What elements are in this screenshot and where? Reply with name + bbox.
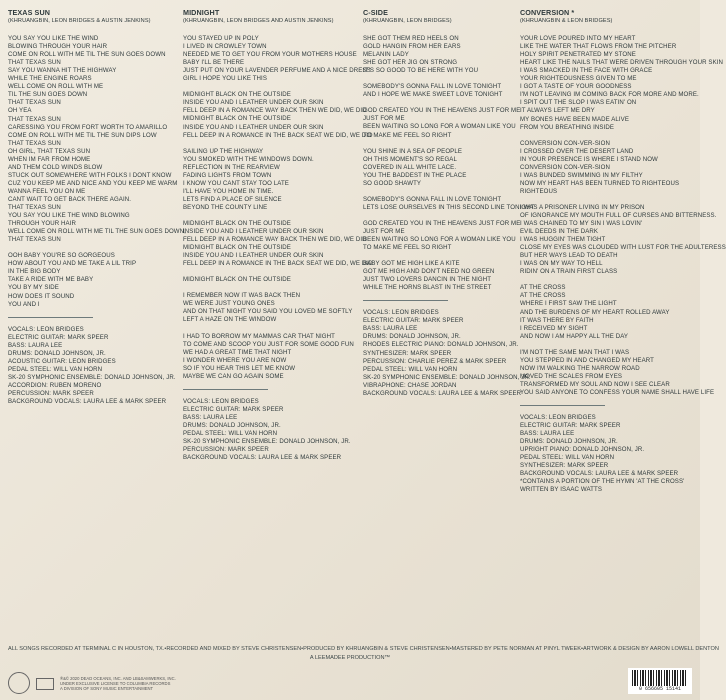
lyric-line: MIDNIGHT BLACK ON THE OUTSIDE (183, 276, 291, 284)
lyric-line: IN THE BIG BODY (8, 268, 61, 276)
separator-dot-icon: • (301, 646, 304, 652)
lyric-line: HOLY SPIRIT PENETRATED MY STONE (520, 51, 636, 59)
personnel-line: PEDAL STEEL: WILL VAN HORN (363, 365, 458, 373)
lyric-line: CUZ YOU KEEP ME AND NICE AND YOU KEEP ME WARM (8, 179, 178, 187)
lyric-line: BLOWING THROUGH YOUR HAIR (8, 43, 108, 51)
personnel-line: VOCALS: LEON BRIDGES (363, 309, 439, 317)
dead-oceans-logo-icon (8, 672, 30, 694)
lyric-line: SO GOOD SHAWTY (363, 179, 422, 187)
songwriter-credit: (KHRUANGBIN, LEON BRIDGES AND AUSTIN JENKINS) (183, 18, 334, 24)
lyric-line: YOU SAY YOU LIKE THE WIND (8, 35, 99, 43)
lyric-line: I WONDER WHERE YOU ARE NOW (183, 356, 287, 364)
personnel-line: BACKGROUND VOCALS: LAURA LEE & MARK SPEER (8, 398, 167, 406)
stanza-gap (520, 341, 696, 349)
lyric-line: SHE GOT THEM RED HEELS ON (363, 35, 459, 43)
lyric-line: MELANIN LADY (363, 51, 409, 59)
lyric-line: SAILING UP THE HIGHWAY (183, 147, 264, 155)
lyric-line: HOW DOES IT SOUND (8, 292, 75, 300)
lyric-line: AND I HOPE WE MAKE SWEET LOVE TONIGHT (363, 91, 503, 99)
personnel-line: PEDAL STEEL: WILL VAN HORN (520, 454, 615, 462)
lyric-line: I WAS ON MY WAY TO HELL (520, 260, 603, 268)
lyric-line: MY BONES HAVE BEEN MADE ALIVE (520, 115, 630, 123)
personnel-line: PERCUSSION: CHARLIE PEREZ & MARK SPEER (363, 357, 507, 365)
personnel-line: UPRIGHT PIANO: DONALD JOHNSON, JR. (520, 446, 645, 454)
stanza-gap (363, 188, 533, 196)
lyric-line: INSIDE YOU AND I LEATHER UNDER OUR SKIN (183, 228, 324, 236)
lyric-line: INSIDE YOU AND I LEATHER UNDER OUR SKIN (183, 252, 324, 260)
stanza-gap (520, 196, 696, 204)
lyric-line: CONVERSION CON-VER-SION (520, 139, 610, 147)
personnel-line: ACCORDION: RUBEN MORENO (8, 381, 102, 389)
lyric-line: OH THIS MOMENT'S SO REGAL (363, 155, 457, 163)
lyric-line: FELL DEEP IN A ROMANCE WAY BACK THEN WE DID, WE DID (183, 107, 367, 115)
personnel-line: VOCALS: LEON BRIDGES (8, 325, 84, 333)
lyric-line: MIDNIGHT BLACK ON THE OUTSIDE (183, 115, 291, 123)
lyric-line: WELL COME ON ROLL WITH ME (8, 83, 104, 91)
personnel-line: DRUMS: DONALD JOHNSON, JR. (363, 333, 461, 341)
lyric-line: GOLD HANGIN FROM HER EARS (363, 43, 461, 51)
footer-credit: RECORDED AND MIXED BY STEVE CHRISTENSEN (166, 646, 302, 652)
stanza-gap (183, 284, 355, 292)
stanza-gap (183, 83, 355, 91)
stanza-gap (183, 268, 355, 276)
lyric-line: WANNA FEEL YOU ON ME (8, 187, 86, 195)
lyric-line: JUST PUT ON YOUR LAVENDER PERFUME AND A NICE DRESS (183, 67, 371, 75)
song-title: CONVERSION * (520, 8, 575, 17)
lyric-line: I'M NOT LEAVING IM COMING BACK FOR MORE AND MORE. (520, 91, 699, 99)
lyrics-column-c-side (363, 8, 533, 398)
lyric-line: FADING LIGHTS FROM TOWN (183, 171, 272, 179)
lyric-line: SHE GOT HER JIG ON STRONG (363, 59, 458, 67)
lyric-line: HOW ABOUT YOU AND ME TAKE A LIL TRIP (8, 260, 137, 268)
lyric-line: IT'S SO GOOD TO BE HERE WITH YOU (363, 67, 479, 75)
lyric-line: OOH BABY YOU'RE SO GORGEOUS (8, 252, 115, 260)
lyric-line: WHILE THE HORNS BLAST IN THE STREET (363, 284, 492, 292)
lyric-line: MIDNIGHT BLACK ON THE OUTSIDE (183, 244, 291, 252)
personnel-line: BASS: LAURA LEE (520, 430, 575, 438)
separator-dot-icon: • (164, 646, 167, 652)
stanza-gap (183, 212, 355, 220)
lyric-line: MIDNIGHT BLACK ON THE OUTSIDE (183, 91, 291, 99)
lyric-line: TRANSFORMED MY SOUL AND NOW I SEE CLEAR (520, 380, 670, 388)
lyric-line: THAT TEXAS SUN (8, 236, 61, 244)
songwriter-credit: (KHRUANGBIN, LEON BRIDGES & AUSTIN JENKINS) (8, 18, 151, 24)
lyric-line: YOUR RIGHTEOUSNESS GIVEN TO ME (520, 75, 637, 83)
legal-line: ®&© 2020 DEAD OCEANS, INC. AND LB&SAMWERKS, INC. (60, 676, 176, 681)
lyric-line: CONVERSION CON-VER-SION (520, 163, 610, 171)
lyric-line: YOU AND I (8, 300, 40, 308)
lyric-line: WHERE I FIRST SAW THE LIGHT (520, 300, 617, 308)
lyric-line: THAT TEXAS SUN (8, 204, 61, 212)
lyric-line: YOU THE BADDEST IN THE PLACE (363, 171, 467, 179)
footer-credit: PRODUCED BY KHRUANGBIN & STEVE CHRISTENSEN (303, 646, 450, 652)
lyric-line: I GOT A TASTE OF YOUR GOODNESS (520, 83, 632, 91)
song-title: MIDNIGHT (183, 8, 220, 17)
lyric-line: JUST FOR ME (363, 115, 405, 123)
stanza-gap (520, 132, 696, 140)
personnel-line: ELECTRIC GUITAR: MARK SPEER (183, 405, 284, 413)
lyric-line: BUT HER WAYS LEAD TO DEATH (520, 252, 618, 260)
song-title: C-SIDE (363, 8, 388, 17)
personnel-line: DRUMS: DONALD JOHNSON, JR. (183, 421, 281, 429)
lyric-line: WELL COME ON ROLL WITH ME TIL THE SUN GOES DOWN, (8, 228, 186, 236)
lyric-line: TO MAKE ME FEEL SO RIGHT (363, 131, 452, 139)
lyric-line: I HAD TO BORROW MY MAMMAS CAR THAT NIGHT (183, 332, 335, 340)
lyric-line: FELL DEEP IN A ROMANCE IN THE BACK SEAT WE DID, WE DID (183, 131, 373, 139)
lyric-line: AND ON THAT NIGHT YOU SAID YOU LOVED ME SOFTLY (183, 308, 353, 316)
lyric-line: TAKE A RIDE WITH ME BABY (8, 276, 94, 284)
personnel-line: BACKGROUND VOCALS: LAURA LEE & MARK SPEER (363, 389, 522, 397)
personnel-line: ELECTRIC GUITAR: MARK SPEER (8, 333, 109, 341)
footer-credits-line (8, 646, 719, 652)
stanza-gap (363, 140, 533, 148)
lyric-line: FELL DEEP IN A ROMANCE IN THE BACK SEAT WE DID, WE DID (183, 260, 373, 268)
lyric-line: INSIDE YOU AND I LEATHER UNDER OUR SKIN (183, 99, 324, 107)
lyric-line: I WAS BUNDED SWIMMING IN MY FILTHY (520, 171, 643, 179)
lyric-line: MOVED THE SCALES FROM EYES (520, 372, 623, 380)
lyric-line: THAT TEXAS SUN (8, 139, 61, 147)
divider (8, 317, 93, 318)
lyric-line: MIDNIGHT BLACK ON THE OUTSIDE (183, 219, 291, 227)
personnel-line: VOCALS: LEON BRIDGES (183, 397, 259, 405)
divider (363, 300, 448, 301)
barcode-number: 0 656605 15141 (638, 686, 681, 692)
personnel-line: BASS: LAURA LEE (363, 325, 418, 333)
legal-text (60, 676, 176, 692)
lyric-line: OF IGNORANCE MY MOUTH FULL OF CURSES AND BITTERNESS. (520, 211, 717, 219)
lyric-line: CANT WAIT TO GET BACK THERE AGAIN. (8, 195, 132, 203)
lyric-line: EVIL DEEDS IN THE DARK (520, 228, 599, 236)
lyric-line: I'M NOT THE SAME MAN THAT I WAS (520, 348, 630, 356)
lyric-line: BEEN WAITING SO LONG FOR A WOMAN LIKE YOU (363, 235, 516, 243)
separator-dot-icon: • (449, 646, 452, 652)
footer-credit: ARTWORK & DESIGN BY AARON LOWELL DENTON (582, 646, 719, 652)
lyric-line: I WAS SMACKED IN THE FACE WITH GRACE (520, 67, 653, 75)
lyric-line: BABY I'LL BE THERE (183, 59, 245, 67)
lyric-line: IT ALWAYS LEFT ME DRY (520, 107, 595, 115)
stanza-gap (520, 276, 696, 284)
lyric-line: AND THEM COLD WINDS BLOW (8, 163, 103, 171)
lyric-line: I SPIT OUT THE SLOP I WAS EATIN' ON (520, 99, 637, 107)
lyric-line: I KNOW YOU CANT STAY TOO LATE (183, 179, 289, 187)
personnel-line: PEDAL STEEL: WILL VAN HORN (8, 365, 103, 373)
lyric-line: SAY YOU WANNA HIT THE HIGHWAY (8, 67, 117, 75)
lyric-line: BABY GOT ME HIGH LIKE A KITE (363, 260, 460, 268)
lyric-line: OH YEA (8, 107, 32, 115)
lyric-line: AT THE CROSS (520, 292, 566, 300)
lyric-line: REFLECTION IN THE REARVIEW (183, 163, 280, 171)
lyrics-column-midnight (183, 8, 373, 462)
lyric-line: NEEDED ME TO GET YOU FROM YOUR MOTHERS HOUSE (183, 51, 357, 59)
divider (520, 405, 605, 406)
personnel-line: BACKGROUND VOCALS: LAURA LEE & MARK SPEER (520, 470, 679, 478)
lyric-line: SO IF YOU HEAR THIS LET ME KNOW (183, 364, 296, 372)
lyric-line: WE WERE JUST YOUNG ONES (183, 300, 275, 308)
production-credit: A LEEMADEE PRODUCTION™ (309, 655, 391, 661)
song-title: TEXAS SUN (8, 8, 51, 17)
lyric-line: FROM YOU BREATHING INSIDE (520, 123, 615, 131)
lyrics-column-conversion (520, 8, 726, 494)
lyric-line: COVERED IN ALL WHITE LACE. (363, 163, 457, 171)
lyric-line: SOMEBODY'S GONNA FALL IN LOVE TONIGHT (363, 83, 502, 91)
lyric-line: NOW I'M WALKING THE NARROW ROAD (520, 364, 640, 372)
personnel-line: BASS: LAURA LEE (8, 341, 63, 349)
personnel-line: SK-20 SYMPHONIC ENSEMBLE: DONALD JOHNSON, JR. (363, 373, 531, 381)
stanza-gap (183, 140, 355, 148)
lyric-line: INSIDE YOU AND I LEATHER UNDER OUR SKIN (183, 123, 324, 131)
personnel-line: ELECTRIC GUITAR: MARK SPEER (520, 422, 621, 430)
lyric-line: TO MAKE ME FEEL SO RIGHT (363, 244, 452, 252)
personnel-line: RHODES ELECTRIC PIANO: DONALD JOHNSON, JR. (363, 341, 519, 349)
lyric-line: TIL THE SUN GOES DOWN (8, 91, 88, 99)
lyrics-column-texas-sun (8, 8, 186, 406)
lyric-line: RIDIN' ON A TRAIN FIRST CLASS (520, 268, 618, 276)
lyric-line: CLOSE MY EYES WAS CLOUDED WITH LUST FOR THE ADULTERESS (520, 244, 726, 252)
personnel-line: VIBRAPHONE: CHASE JORDAN (363, 381, 457, 389)
personnel-line: SYNTHESIZER: MARK SPEER (363, 349, 452, 357)
personnel-line: ELECTRIC GUITAR: MARK SPEER (363, 317, 464, 325)
footer-credit: MASTERED BY PETE NORMAN AT PINYL TWEEK (451, 646, 581, 652)
lyric-line: JUST FOR ME (363, 227, 405, 235)
lyric-line: STUCK OUT SOMEWHERE WITH FOLKS I DONT KNOW (8, 171, 172, 179)
lyric-line: THROUGH YOUR HAIR (8, 220, 76, 228)
lyric-line: THAT TEXAS SUN (8, 59, 61, 67)
lyric-line: I WAS CHAINED TO MY SIN I WAS LOVIN' (520, 220, 643, 228)
lyric-line: AT THE CROSS (520, 284, 566, 292)
lyric-line: I LIVED IN CROWLEY TOWN (183, 43, 267, 51)
lyric-line: YOU SMOKED WITH THE WINDOWS DOWN. (183, 155, 314, 163)
lyric-line: GOD CREATED YOU IN THE HEAVENS JUST FOR ME (363, 107, 521, 115)
lyric-line: OH GIRL, THAT TEXAS SUN (8, 147, 91, 155)
personnel-line: ACOUSTIC GUITAR: LEON BRIDGES (8, 357, 116, 365)
lyric-line: TO COME AND SCOOP YOU JUST FOR SOME GOOD FUN (183, 340, 354, 348)
lyric-line: GOD CREATED YOU IN THE HEAVENS JUST FOR ME (363, 219, 521, 227)
personnel-line: PERCUSSION: MARK SPEER (183, 446, 269, 454)
lyric-line: GOT ME HIGH AND DON'T NEED NO GREEN (363, 268, 495, 276)
stanza-gap (363, 212, 533, 220)
stanza-gap (363, 75, 533, 83)
stanza-gap (363, 252, 533, 260)
lyric-line: YOU SHINE IN A SEA OF PEOPLE (363, 147, 462, 155)
lyric-line: I WAS HUGGIN' THEM TIGHT (520, 236, 606, 244)
stanza-gap (183, 325, 355, 333)
personnel-line: PEDAL STEEL: WILL VAN HORN (183, 429, 278, 437)
barcode-bars-icon (632, 670, 688, 686)
lyric-line: YOU STAYED UP IN POLY (183, 35, 259, 43)
lyric-line: I REMEMBER NOW IT WAS BACK THEN (183, 292, 301, 300)
personnel-line: BASS: LAURA LEE (183, 413, 238, 421)
lyric-line: IT WAS THERE BY FAITH (520, 316, 594, 324)
lyric-line: BEEN WAITING SO LONG FOR A WOMAN LIKE YOU (363, 123, 516, 131)
lyric-line: LEFT A HAZE ON THE WINDOW (183, 316, 277, 324)
lyric-line: THAT TEXAS SUN (8, 115, 61, 123)
personnel-line: *CONTAINS A PORTION OF THE HYMN 'AT THE CROSS' (520, 478, 685, 486)
lyric-line: LIKE THE WATER THAT FLOWS FROM THE PITCHER (520, 43, 677, 51)
lyric-line: I WAS A PRISONER LIVING IN MY PRISON (520, 203, 645, 211)
lyric-line: CARESSING YOU FROM FORT WORTH TO AMARILLO (8, 123, 168, 131)
lyric-line: WE HAD A GREAT TIME THAT NIGHT (183, 348, 292, 356)
stanza-gap (8, 244, 180, 252)
personnel-line: SK-20 SYMPHONIC ENSEMBLE: DONALD JOHNSON, JR. (8, 373, 176, 381)
credits-footer (8, 646, 719, 661)
personnel-line: DRUMS: DONALD JOHNSON, JR. (520, 438, 618, 446)
columbia-logo-icon (36, 678, 54, 690)
lyric-line: YOU STEPPED IN AND CHANGED MY HEART (520, 356, 654, 364)
separator-dot-icon: • (580, 646, 583, 652)
personnel-line: SYNTHESIZER: MARK SPEER (520, 462, 609, 470)
lyric-line: I CROSSED OVER THE DESERT LAND (520, 147, 634, 155)
barcode (628, 668, 692, 694)
lyric-line: COME ON ROLL WITH ME TIL THE SUN DIPS LOW (8, 131, 157, 139)
lyric-line: FELL DEEP IN A ROMANCE WAY BACK THEN WE DID, WE DID (183, 236, 367, 244)
lyric-line: GIRL I HOPE YOU LIKE THIS (183, 75, 268, 83)
lyric-line: JUST TWO LOVERS DANCIN IN THE NIGHT (363, 276, 492, 284)
lyric-line: NOW MY HEART HAS BEEN TURNED TO RIGHTEOUS (520, 179, 680, 187)
divider (183, 389, 268, 390)
lyric-line: LETS FIND A PLACE OF SILENCE (183, 195, 282, 203)
lyric-line: WHEN IM FAR FROM HOME (8, 155, 91, 163)
lyric-line: YOUR LOVE POURED INTO MY HEART (520, 35, 636, 43)
personnel-line: BACKGROUND VOCALS: LAURA LEE & MARK SPEER (183, 454, 342, 462)
lyric-line: IN YOUR PRESENCE IS WHERE I STAND NOW (520, 155, 658, 163)
lyric-line: I'LL HAVE YOU HOME IN TIME. (183, 187, 274, 195)
personnel-line: WRITTEN BY ISAAC WATTS (520, 486, 602, 494)
songwriter-credit: (KHRUANGBIN, LEON BRIDGES) (363, 18, 452, 24)
songwriter-credit: (KHRUANGBIN & LEON BRIDGES) (520, 18, 613, 24)
lyric-line: AND NOW I AM HAPPY ALL THE DAY (520, 332, 629, 340)
personnel-line: SK-20 SYMPHONIC ENSEMBLE: DONALD JOHNSON, JR. (183, 438, 351, 446)
lyric-line: YOU BY MY SIDE (8, 284, 59, 292)
lyric-line: YOU SAY YOU LIKE THE WIND BLOWING (8, 212, 130, 220)
lyric-line: RIGHTEOUS (520, 187, 558, 195)
lyric-line: AND THE BURDENS OF MY HEART ROLLED AWAY (520, 308, 670, 316)
legal-line: A DIVISION OF SONY MUSIC ENTERTAINMENT (60, 686, 154, 692)
lyric-line: LETS LOSE OURSELVES IN THIS SECOND LINE TONIGHT (363, 203, 535, 211)
lyric-line: WHILE THE ENGINE ROARS (8, 75, 92, 83)
footer-credit: ALL SONGS RECORDED AT TERMINAL C IN HOUSTON, TX. (8, 646, 165, 652)
lyric-line: I RECEIVED MY SIGHT (520, 324, 588, 332)
lyric-line: SOMEBODY'S GONNA FALL IN LOVE TONIGHT (363, 195, 502, 203)
personnel-line: PERCUSSION: MARK SPEER (8, 389, 94, 397)
lyric-line: BEYOND THE COUNTY LINE (183, 203, 268, 211)
lyric-line: COME ON ROLL WITH ME TIL THE SUN GOES DOWN (8, 51, 166, 59)
stanza-gap (363, 99, 533, 107)
legal-line: UNDER EXCLUSIVE LICENSE TO COLUMBIA RECORDS (60, 681, 171, 687)
lyric-line: THAT TEXAS SUN (8, 99, 61, 107)
personnel-line: DRUMS: DONALD JOHNSON, JR. (8, 349, 106, 357)
lyric-line: HEART LIKE THE NAILS THAT WERE DRIVEN THROUGH YOUR SKIN (520, 59, 724, 67)
lyric-line: MAYBE WE CAN GO AGAIN SOME (183, 372, 284, 380)
personnel-line: VOCALS: LEON BRIDGES (520, 413, 596, 421)
lyric-line: YOU SAID ANYONE TO CONFESS YOUR NAME SHALL HAVE LIFE (520, 388, 715, 396)
